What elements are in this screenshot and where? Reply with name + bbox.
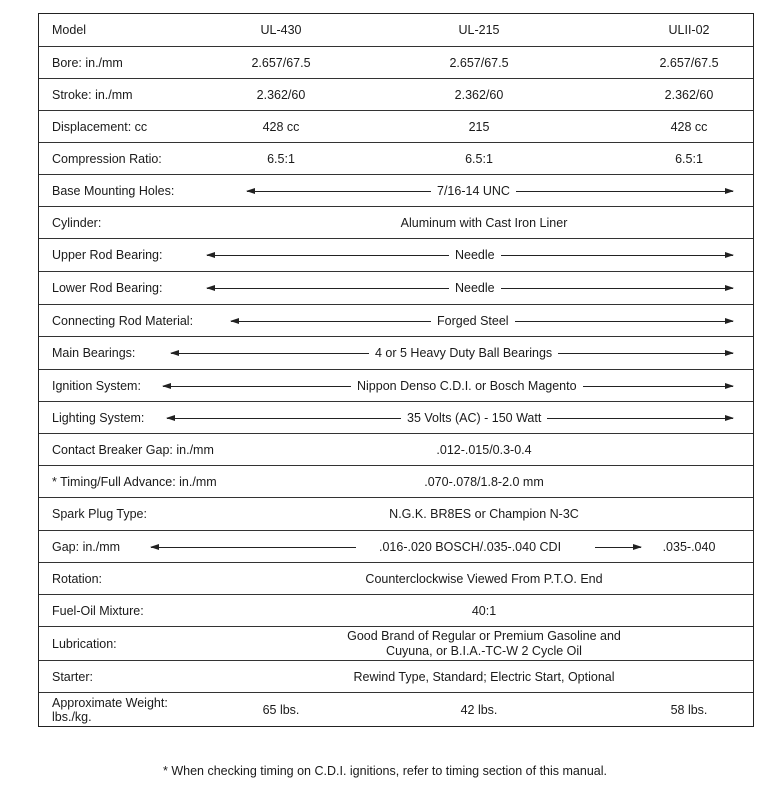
- span-value: N.G.K. BR8ES or Champion N-3C: [389, 507, 579, 521]
- row-label: Rotation:: [52, 571, 103, 586]
- table-row-lower-rod: [39, 272, 753, 305]
- span-value: 7/16-14 UNC: [431, 175, 516, 206]
- table-row-displacement: [39, 111, 753, 143]
- row-label: Lighting System:: [52, 410, 145, 425]
- span-value: Rewind Type, Standard; Electric Start, Optional: [353, 669, 615, 684]
- table-row-bore: [39, 47, 753, 79]
- table-row-stroke: [39, 79, 753, 111]
- row-label: Model: [52, 23, 87, 37]
- table-row-lubrication: [39, 627, 753, 661]
- row-label: Starter:: [52, 669, 93, 684]
- row-label: Spark Plug Type:: [52, 507, 147, 521]
- table-header-row: [39, 14, 753, 47]
- cell-value: 2.362/60: [256, 87, 306, 102]
- row-label: Cylinder:: [52, 215, 102, 230]
- span-value: .070-.078/1.8-2.0 mm: [424, 474, 544, 489]
- table-row-weight: [39, 693, 753, 726]
- span-value: Needle: [449, 272, 501, 304]
- row-label: * Timing/Full Advance: in./mm: [52, 474, 217, 489]
- span-value: Nippon Denso C.D.I. or Bosch Magento: [351, 370, 583, 401]
- span-value: Aluminum with Cast Iron Liner: [400, 215, 568, 230]
- table-row-gap: [39, 531, 753, 563]
- table-row-upper-rod: [39, 239, 753, 272]
- span-value: Counterclockwise Viewed From P.T.O. End: [365, 571, 603, 586]
- table-row-main-bearings: [39, 337, 753, 370]
- cell-value: 428 cc: [670, 119, 708, 134]
- table-row-contact-gap: [39, 434, 753, 466]
- cell-value: 2.657/67.5: [449, 55, 509, 70]
- column-header-ul430: UL-430: [260, 23, 302, 37]
- row-label: Approximate Weight: lbs./kg.: [52, 695, 168, 724]
- cell-value: 2.362/60: [664, 87, 714, 102]
- row-label: Stroke: in./mm: [52, 87, 133, 102]
- row-label: Bore: in./mm: [52, 55, 123, 70]
- cell-value: 6.5:1: [465, 151, 493, 166]
- span-value: .012-.015/0.3-0.4: [436, 442, 532, 457]
- span-value: 35 Volts (AC) - 150 Watt: [401, 402, 547, 433]
- table-row-ignition: [39, 370, 753, 402]
- table-row-fuel-oil: [39, 595, 753, 627]
- span-value: Good Brand of Regular or Premium Gasoline and Cuyuna, or B.I.A.-TC-W 2 Cycle Oil: [347, 628, 621, 658]
- cell-value: 2.657/67.5: [659, 55, 719, 70]
- cell-value: 215: [468, 119, 490, 134]
- table-row-compression: [39, 143, 753, 175]
- row-label: Displacement: cc: [52, 119, 148, 134]
- cell-value: 42 lbs.: [460, 702, 498, 717]
- table-row-starter: [39, 661, 753, 693]
- table-row-connecting-rod: [39, 305, 753, 337]
- column-header-ul215: UL-215: [458, 23, 500, 37]
- span-value: 4 or 5 Heavy Duty Ball Bearings: [369, 337, 558, 369]
- span-arrow: [151, 547, 356, 548]
- cell-value: 65 lbs.: [262, 702, 300, 717]
- span-value: .016-.020 BOSCH/.035-.040 CDI: [379, 531, 561, 562]
- row-label: Base Mounting Holes:: [52, 183, 175, 198]
- table-row-spark-plug: [39, 498, 753, 531]
- cell-value: 6.5:1: [267, 151, 295, 166]
- table-row-cylinder: [39, 207, 753, 239]
- span-value: Needle: [449, 239, 501, 271]
- row-label: Compression Ratio:: [52, 151, 162, 166]
- cell-value: .035-.040: [662, 539, 716, 554]
- row-label: Lower Rod Bearing:: [52, 281, 163, 295]
- cell-value: 428 cc: [262, 119, 300, 134]
- spec-table: [38, 13, 754, 727]
- table-row-rotation: [39, 563, 753, 595]
- row-label: Fuel-Oil Mixture:: [52, 603, 144, 618]
- span-value: Forged Steel: [431, 305, 515, 336]
- table-row-lighting: [39, 402, 753, 434]
- cell-value: 2.657/67.5: [251, 55, 311, 70]
- row-label: Upper Rod Bearing:: [52, 248, 163, 262]
- row-label: Ignition System:: [52, 378, 141, 393]
- row-label: Gap: in./mm: [52, 539, 121, 554]
- row-label: Main Bearings:: [52, 346, 136, 360]
- cell-value: 2.362/60: [454, 87, 504, 102]
- span-arrow: [595, 547, 641, 548]
- cell-value: 6.5:1: [675, 151, 703, 166]
- column-header-ulii02: ULII-02: [668, 23, 710, 37]
- footnote: * When checking timing on C.D.I. ignitions, refer to timing section of this manual.: [163, 764, 607, 778]
- row-label: Connecting Rod Material:: [52, 313, 194, 328]
- table-row-timing: [39, 466, 753, 498]
- row-label: Lubrication:: [52, 636, 117, 651]
- row-label: Contact Breaker Gap: in./mm: [52, 442, 214, 457]
- cell-value: 58 lbs.: [670, 702, 708, 717]
- table-row-base-mounting: [39, 175, 753, 207]
- span-value: 40:1: [471, 603, 497, 618]
